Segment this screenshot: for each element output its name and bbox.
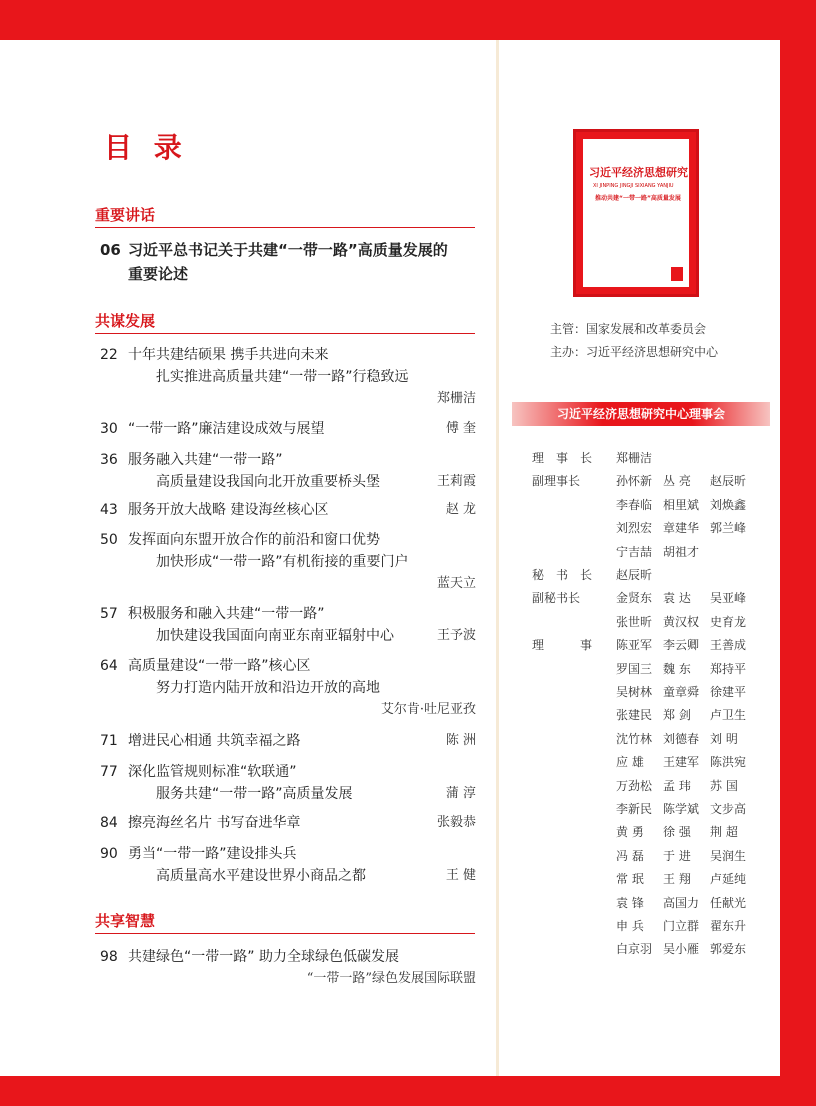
organizer-text: 主办：习近平经济思想研究中心 xyxy=(550,345,719,359)
board-row xyxy=(532,469,782,493)
toc-entry[interactable] xyxy=(100,761,476,805)
board-member-name: 史育龙 xyxy=(710,615,747,629)
board-member-name: 徐 强 xyxy=(663,825,691,839)
board-member-name: 吴小雁 xyxy=(663,942,700,956)
toc-entry-lead[interactable] xyxy=(100,238,476,286)
magazine-cover xyxy=(573,129,699,297)
toc-entry[interactable] xyxy=(100,603,476,647)
board-row xyxy=(532,446,782,470)
toc-entry[interactable] xyxy=(100,449,476,493)
section-heading-speech xyxy=(95,204,475,228)
page-number: 71 xyxy=(100,733,118,749)
entry-author: 蒲 淳 xyxy=(445,786,476,801)
board-member-name: 张世昕 xyxy=(616,615,653,629)
board-member-name: 袁 锋 xyxy=(616,896,644,910)
entry-subtitle: 高质量建设我国向北开放重要桥头堡 xyxy=(156,474,380,490)
board-member-name: 赵辰昕 xyxy=(616,568,653,582)
board-member-name: 胡祖才 xyxy=(663,545,700,559)
entry-title: 共建绿色“一带一路” 助力全球绿色低碳发展 xyxy=(128,949,399,965)
entry-title: 习近平总书记关于共建“一带一路”高质量发展的 xyxy=(128,241,448,259)
supervisor-text: 主管：国家发展和改革委员会 xyxy=(550,322,707,336)
board-member-name: 孟 玮 xyxy=(663,779,691,793)
board-row xyxy=(532,914,782,938)
section-label: 重要讲话 xyxy=(95,206,156,224)
board-member-name: 相里斌 xyxy=(663,498,700,512)
board-member-name: 章建华 xyxy=(663,521,700,535)
board-row xyxy=(532,680,782,704)
board-member-name: 陈亚军 xyxy=(616,638,653,652)
page-number: 84 xyxy=(100,815,118,831)
page-number: 43 xyxy=(100,502,118,518)
entry-title: 高质量建设“一带一路”核心区 xyxy=(128,658,311,674)
board-member-name: 翟东升 xyxy=(710,919,747,933)
board-row xyxy=(532,891,782,915)
board-member-name: 黄汉权 xyxy=(663,615,700,629)
section-heading-wisdom xyxy=(95,910,475,934)
board-member-name: 白京羽 xyxy=(616,942,653,956)
board-row xyxy=(532,774,782,798)
entry-title: 深化监管规则标准“软联通” xyxy=(128,764,297,780)
page-number: 57 xyxy=(100,606,118,622)
board-member-name: 郑 剑 xyxy=(663,708,691,722)
board-row xyxy=(532,844,782,868)
section-label: 共享智慧 xyxy=(95,912,156,930)
toc-entry[interactable] xyxy=(100,529,476,595)
board-row xyxy=(532,516,782,540)
board-row xyxy=(532,563,782,587)
board-member-name: 荆 超 xyxy=(710,825,738,839)
board-member-name: 苏 国 xyxy=(710,779,738,793)
toc-entry[interactable] xyxy=(100,843,476,887)
board-member-name: 应 雄 xyxy=(616,755,644,769)
board-member-name: 赵辰昕 xyxy=(710,474,747,488)
section-label: 共谋发展 xyxy=(95,312,156,330)
board-row xyxy=(532,657,782,681)
board-member-name: 宁吉喆 xyxy=(616,545,653,559)
board-member-name: 任献光 xyxy=(710,896,747,910)
entry-author: 郑栅洁 xyxy=(436,391,476,406)
board-member-name: 于 进 xyxy=(663,849,691,863)
top-red-band xyxy=(0,0,816,40)
page-number: 50 xyxy=(100,532,118,548)
entry-subtitle: 加快形成“一带一路”有机衔接的重要门户 xyxy=(156,554,409,570)
board-member-name: 沈竹林 xyxy=(616,732,653,746)
board-member-name: 卢卫生 xyxy=(710,708,747,722)
board-member-name: 门立群 xyxy=(663,919,700,933)
board-member-name: 王建军 xyxy=(663,755,700,769)
entry-title: 擦亮海丝名片 书写奋进华章 xyxy=(128,815,301,831)
toc-entry[interactable] xyxy=(100,418,476,440)
toc-entry[interactable] xyxy=(100,655,476,721)
board-row xyxy=(532,610,782,634)
entry-title: 服务开放大战略 建设海丝核心区 xyxy=(128,502,329,518)
board-member-name: 孙怀新 xyxy=(616,474,653,488)
entry-subtitle: 扎实推进高质量共建“一带一路”行稳致远 xyxy=(156,369,409,385)
board-row xyxy=(532,633,782,657)
entry-title: 发挥面向东盟开放合作的前沿和窗口优势 xyxy=(128,532,380,548)
board-member-name: 童章舜 xyxy=(663,685,700,699)
board-row xyxy=(532,703,782,727)
entry-author: 陈 洲 xyxy=(445,733,476,748)
board-member-name: 刘烈宏 xyxy=(616,521,653,535)
cover-badge xyxy=(671,267,683,281)
entry-author: 艾尔肯·吐尼亚孜 xyxy=(380,702,476,717)
entry-author: 王莉霞 xyxy=(436,474,476,489)
board-member-name: 徐建平 xyxy=(710,685,747,699)
board-member-name: 吴亚峰 xyxy=(710,591,747,605)
entry-author: 王 健 xyxy=(445,868,476,883)
board-member-name: 陈学斌 xyxy=(663,802,700,816)
board-member-name: 黄 勇 xyxy=(616,825,644,839)
board-member-name: 吴润生 xyxy=(710,849,747,863)
board-member-name: 高国力 xyxy=(663,896,700,910)
page-number: 77 xyxy=(100,764,118,780)
board-member-name: 袁 达 xyxy=(663,591,691,605)
toc-entry[interactable] xyxy=(100,946,476,990)
entry-author: 张毅恭 xyxy=(436,815,476,830)
board-member-name: 魏 东 xyxy=(663,662,691,676)
board-member-name: 冯 磊 xyxy=(616,849,644,863)
entry-title: 增进民心相通 共筑幸福之路 xyxy=(128,733,301,749)
board-member-name: 刘焕鑫 xyxy=(710,498,747,512)
board-member-name: 常 珉 xyxy=(616,872,644,886)
toc-entry[interactable] xyxy=(100,344,476,410)
cover-pinyin: XI JINPING JINGJI SIXIANG YANJIU xyxy=(593,183,674,189)
board-member-name: 郭爱东 xyxy=(710,942,747,956)
board-row xyxy=(532,797,782,821)
page-number: 90 xyxy=(100,846,118,862)
board-member-name: 卢延纯 xyxy=(710,872,747,886)
board-row xyxy=(532,586,782,610)
entry-subtitle: 服务共建“一带一路”高质量发展 xyxy=(156,786,353,802)
entry-author: 赵 龙 xyxy=(445,502,476,517)
section-heading-development xyxy=(95,310,475,334)
board-role: 副秘书长 xyxy=(532,591,581,605)
board-member-name: 申 兵 xyxy=(616,919,644,933)
entry-author: “一带一路”绿色发展国际联盟 xyxy=(306,971,476,986)
entry-subtitle: 高质量高水平建设世界小商品之都 xyxy=(156,868,366,884)
entry-author: 傅 奎 xyxy=(445,421,476,436)
board-member-name: 张建民 xyxy=(616,708,653,722)
board-heading: 习近平经济思想研究中心理事会 xyxy=(512,402,770,426)
entry-title: “一带一路”廉洁建设成效与展望 xyxy=(128,421,325,437)
board-member-name: 郑栅洁 xyxy=(616,451,653,465)
board-member-name: 刘 明 xyxy=(710,732,738,746)
board-row xyxy=(532,493,782,517)
column-divider xyxy=(496,40,499,1076)
board-row xyxy=(532,937,782,961)
page-number: 64 xyxy=(100,658,118,674)
toc-entry[interactable] xyxy=(100,812,476,834)
page-title: 目 录 xyxy=(104,131,188,164)
entry-title: 服务融入共建“一带一路” xyxy=(128,452,283,468)
board-member-name: 郑持平 xyxy=(710,662,747,676)
page-number: 98 xyxy=(100,949,118,965)
cover-logo: 习近平经济思想研究 xyxy=(589,166,688,179)
board-row xyxy=(532,540,782,564)
page-number: 30 xyxy=(100,421,118,437)
entry-author: 蓝天立 xyxy=(436,576,476,591)
board-member-name: 万劲松 xyxy=(616,779,653,793)
board-member-name: 金贤东 xyxy=(616,591,653,605)
board-member-name: 郭兰峰 xyxy=(710,521,747,535)
board-row xyxy=(532,750,782,774)
board-member-name: 刘德春 xyxy=(663,732,700,746)
board-row xyxy=(532,820,782,844)
entry-subtitle: 努力打造内陆开放和沿边开放的高地 xyxy=(156,680,380,696)
board-member-name: 李云卿 xyxy=(663,638,700,652)
toc-entry[interactable] xyxy=(100,730,476,752)
board-member-name: 王 翔 xyxy=(663,872,691,886)
board-role: 理 事 xyxy=(532,638,593,652)
entry-author: 王予波 xyxy=(436,628,476,643)
page-number: 36 xyxy=(100,452,118,468)
entry-title: 积极服务和融入共建“一带一路” xyxy=(128,606,325,622)
board-row xyxy=(532,867,782,891)
board-member-name: 李春临 xyxy=(616,498,653,512)
bottom-red-band xyxy=(0,1076,816,1106)
cover-inner xyxy=(583,139,689,287)
board-member-name: 李新民 xyxy=(616,802,653,816)
entry-title-line2: 重要论述 xyxy=(128,265,189,283)
page-number: 22 xyxy=(100,347,118,363)
entry-title: 十年共建结硕果 携手共进向未来 xyxy=(128,347,329,363)
board-role: 副理事长 xyxy=(532,474,581,488)
board-role: 秘 书 长 xyxy=(532,568,593,582)
board-member-name: 王善成 xyxy=(710,638,747,652)
toc-entry[interactable] xyxy=(100,499,476,521)
cover-subtitle: 推动共建“一带一路”高质量发展 xyxy=(595,195,681,202)
board-role: 理 事 长 xyxy=(532,451,593,465)
board-member-name: 文步高 xyxy=(710,802,747,816)
right-red-band xyxy=(780,0,816,1106)
board-member-name: 罗国三 xyxy=(616,662,653,676)
board-member-name: 丛 亮 xyxy=(663,474,691,488)
board-row xyxy=(532,727,782,751)
board-member-name: 陈洪宛 xyxy=(710,755,747,769)
page-number: 06 xyxy=(100,241,121,259)
entry-subtitle: 加快建设我国面向南亚东南亚辐射中心 xyxy=(156,628,394,644)
board-member-name: 吴树林 xyxy=(616,685,653,699)
entry-title: 勇当“一带一路”建设排头兵 xyxy=(128,846,297,862)
